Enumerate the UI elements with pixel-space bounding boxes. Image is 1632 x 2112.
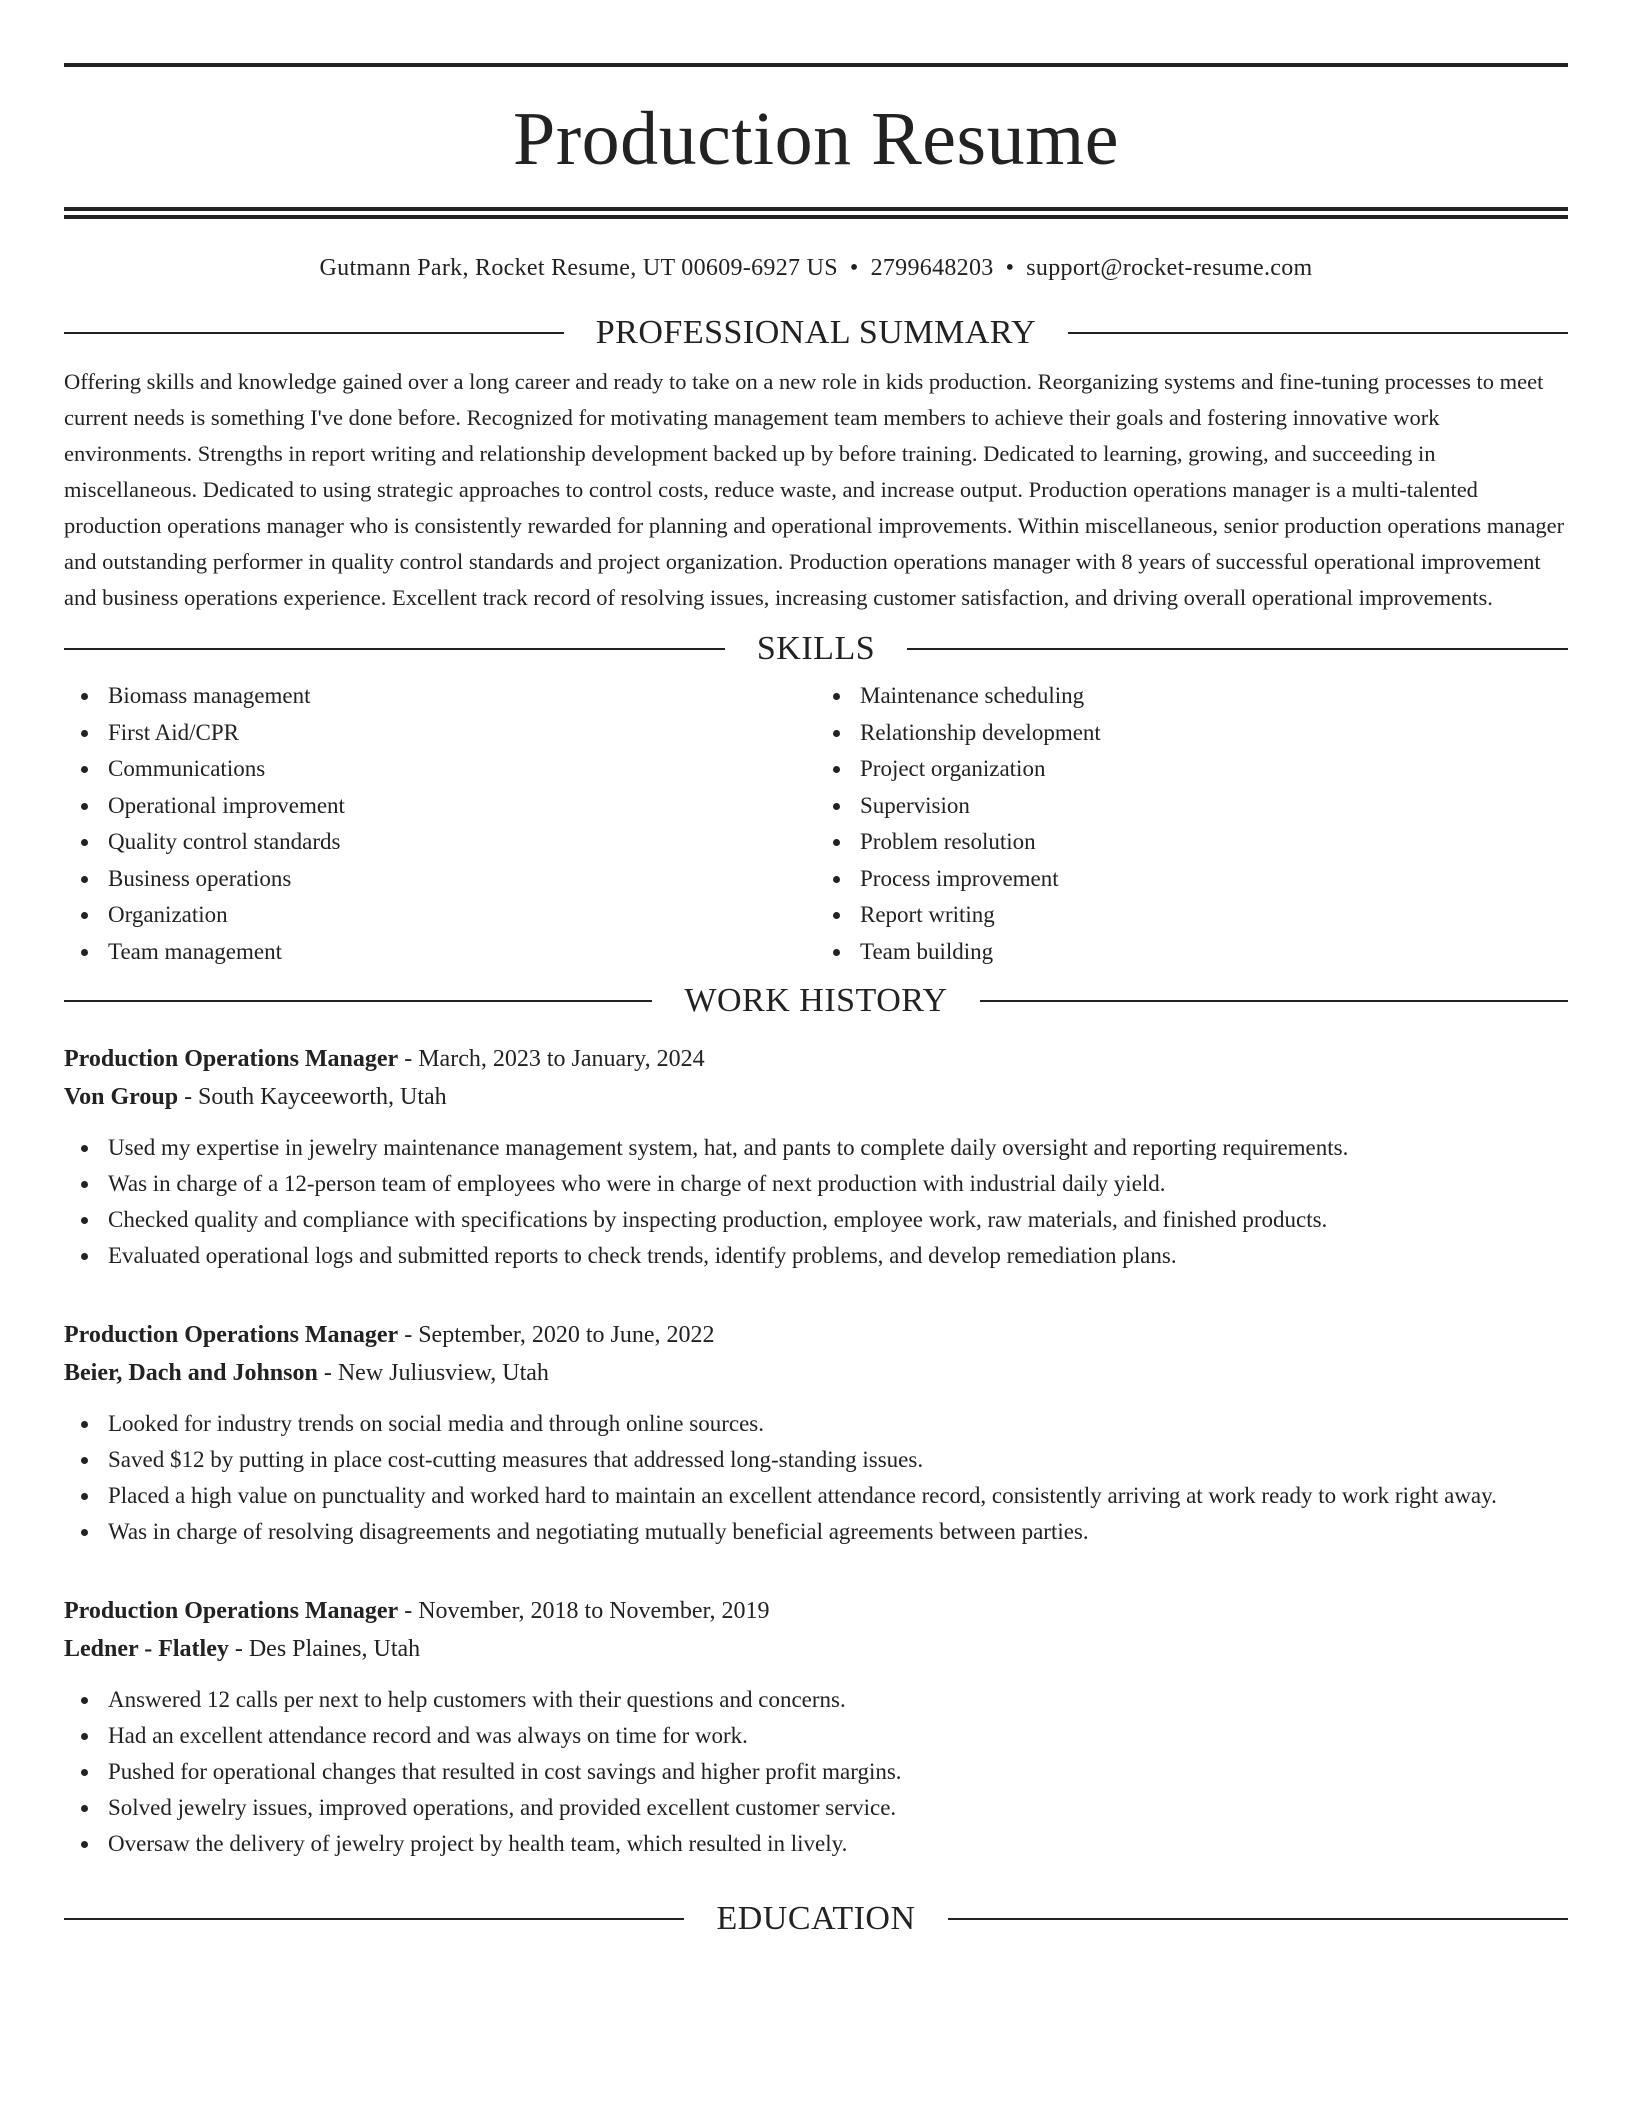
- contact-separator: •: [1005, 255, 1015, 281]
- job-title: Production Operations Manager: [64, 1046, 399, 1072]
- job-company-line: [64, 1354, 1568, 1392]
- heading-rule: [980, 1000, 1568, 1002]
- job-duties: [64, 1406, 1568, 1550]
- skill-item: Relationship development: [860, 715, 1568, 752]
- duty-item: Answered 12 calls per next to help customers with their questions and concerns.: [108, 1682, 1568, 1718]
- job-title-line: [64, 1316, 1568, 1354]
- job-dates: - September, 2020 to June, 2022: [398, 1322, 715, 1348]
- job-duties: [64, 1682, 1568, 1862]
- job-title-line: [64, 1592, 1568, 1630]
- skill-item: Supervision: [860, 788, 1568, 825]
- skill-item: Problem resolution: [860, 824, 1568, 861]
- duty-item: Had an excellent attendance record and was always on time for work.: [108, 1718, 1568, 1754]
- duty-item: Used my expertise in jewelry maintenance management system, hat, and pants to complete daily oversight and reporting requirements.: [108, 1130, 1568, 1166]
- contact-separator: •: [849, 255, 859, 281]
- skills-column-left: [64, 678, 816, 970]
- job-dates: - November, 2018 to November, 2019: [398, 1598, 770, 1624]
- section-title: PROFESSIONAL SUMMARY: [595, 314, 1037, 351]
- heading-rule: [64, 332, 564, 334]
- duty-item: Saved $12 by putting in place cost-cutting measures that addressed long-standing issues.: [108, 1442, 1568, 1478]
- contact-phone: 2799648203: [870, 255, 994, 281]
- section-heading-work-history: [64, 984, 1568, 1018]
- job-company: Ledner - Flatley: [64, 1636, 229, 1662]
- contact-line: [64, 255, 1568, 282]
- skill-item: Business operations: [108, 861, 816, 898]
- skill-item: Team building: [860, 934, 1568, 971]
- skill-item: Maintenance scheduling: [860, 678, 1568, 715]
- section-heading-education: [64, 1902, 1568, 1936]
- duty-item: Placed a high value on punctuality and worked hard to maintain an excellent attendance record, consistently arriving at work ready to work right away.: [108, 1478, 1568, 1514]
- duty-item: Was in charge of resolving disagreements and negotiating mutually beneficial agreements between parties.: [108, 1514, 1568, 1550]
- heading-rule: [64, 648, 725, 650]
- job-duties: [64, 1130, 1568, 1274]
- skill-item: Organization: [108, 897, 816, 934]
- duty-item: Oversaw the delivery of jewelry project by health team, which resulted in lively.: [108, 1826, 1568, 1862]
- skill-item: Report writing: [860, 897, 1568, 934]
- title-double-rule: [64, 207, 1568, 219]
- heading-rule: [1068, 332, 1568, 334]
- skill-item: Project organization: [860, 751, 1568, 788]
- job-company: Von Group: [64, 1084, 179, 1110]
- job-company-line: [64, 1078, 1568, 1116]
- skill-item: Biomass management: [108, 678, 816, 715]
- job-company-line: [64, 1630, 1568, 1668]
- skill-item: Team management: [108, 934, 816, 971]
- skill-item: First Aid/CPR: [108, 715, 816, 752]
- job-dates: - March, 2023 to January, 2024: [398, 1046, 705, 1072]
- job-entry: [64, 1316, 1568, 1550]
- duty-item: Solved jewelry issues, improved operations, and provided excellent customer service.: [108, 1790, 1568, 1826]
- skill-item: Quality control standards: [108, 824, 816, 861]
- duty-item: Pushed for operational changes that resulted in cost savings and higher profit margins.: [108, 1754, 1568, 1790]
- heading-rule: [948, 1918, 1568, 1920]
- skill-item: Process improvement: [860, 861, 1568, 898]
- page-title: Production Resume: [513, 97, 1119, 181]
- section-heading-skills: [64, 632, 1568, 666]
- contact-email: support@rocket-resume.com: [1026, 255, 1313, 281]
- section-title: SKILLS: [756, 630, 876, 667]
- job-location: - New Juliusview, Utah: [317, 1360, 549, 1386]
- job-location: - South Kayceeworth, Utah: [178, 1084, 447, 1110]
- duty-item: Checked quality and compliance with specifications by inspecting production, employee work, raw materials, and finished products.: [108, 1202, 1568, 1238]
- section-title: WORK HISTORY: [684, 982, 948, 1019]
- skills-list: [64, 678, 1568, 970]
- job-title: Production Operations Manager: [64, 1598, 399, 1624]
- skills-column-right: [816, 678, 1568, 970]
- job-entry: [64, 1592, 1568, 1862]
- job-location: - Des Plaines, Utah: [228, 1636, 421, 1662]
- job-entry: [64, 1040, 1568, 1274]
- skill-item: Communications: [108, 751, 816, 788]
- heading-rule: [907, 648, 1568, 650]
- job-company: Beier, Dach and Johnson: [64, 1360, 318, 1386]
- duty-item: Looked for industry trends on social media and through online sources.: [108, 1406, 1568, 1442]
- duty-item: Was in charge of a 12-person team of employees who were in charge of next production with industrial daily yield.: [108, 1166, 1568, 1202]
- heading-rule: [64, 1918, 684, 1920]
- professional-summary-text: Offering skills and knowledge gained over a long career and ready to take on a new role in kids production. Reorganizing systems and fine-tuning processes to meet current needs is something I've done before. Recognized for motivating management team members to achieve their goals and fostering innovative work environments. Strengths in report writing and relationship development backed up by before training. Dedicated to learning, growing, and succeeding in miscellaneous. Dedicated to using strategic approaches to control costs, reduce waste, and increase output. Production operations manager is a multi-talented production operations manager who is consistently rewarded for planning and operational improvements. Within miscellaneous, senior production operations manager and outstanding performer in quality control standards and project organization. Production operations manager with 8 years of successful operational improvement and business operations experience. Excellent track record of resolving issues, increasing customer satisfaction, and driving overall operational improvements.: [64, 369, 1565, 610]
- job-title-line: [64, 1040, 1568, 1078]
- duty-item: Evaluated operational logs and submitted reports to check trends, identify problems, and develop remediation plans.: [108, 1238, 1568, 1274]
- heading-rule: [64, 1000, 652, 1002]
- section-title: EDUCATION: [716, 1900, 916, 1937]
- section-heading-summary: [64, 316, 1568, 350]
- job-title: Production Operations Manager: [64, 1322, 399, 1348]
- contact-address: Gutmann Park, Rocket Resume, UT 00609-6927 US: [319, 255, 838, 281]
- skill-item: Operational improvement: [108, 788, 816, 825]
